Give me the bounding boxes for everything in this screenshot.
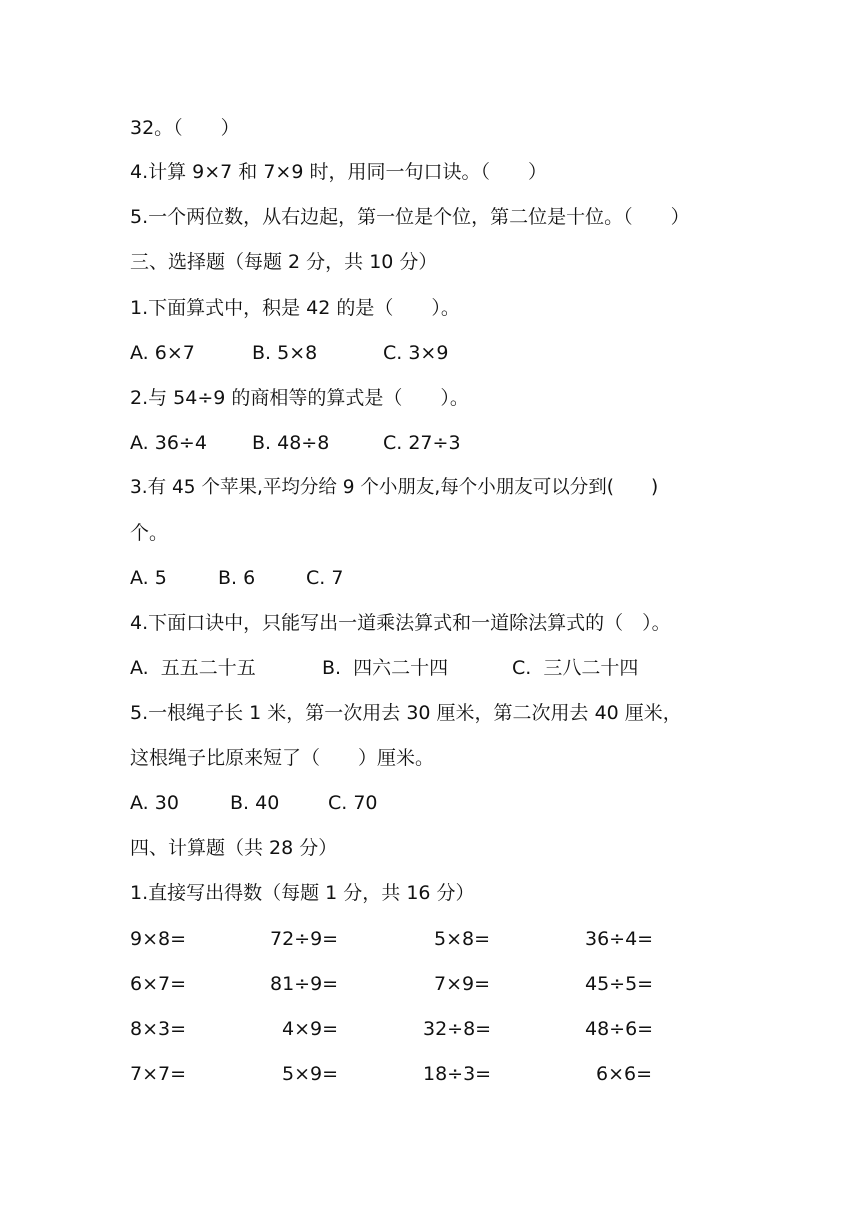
q4-option-b: B. 四六二十四 xyxy=(322,657,449,679)
q3-option-b: B. 6 xyxy=(218,567,256,589)
section-heading-choice: 三、选择题（每题 2 分，共 10 分） xyxy=(130,251,438,273)
q4-option-c: C. 三八二十四 xyxy=(512,657,639,679)
calc-cell: 81÷9= xyxy=(270,973,339,995)
judgment-question-5: 5.一个两位数，从右边起，第一位是个位，第二位是十位。（ ） xyxy=(130,206,690,228)
choice-question-4: 4.下面口诀中，只能写出一道乘法算式和一道除法算式的（ ）。 xyxy=(130,612,671,634)
choice-question-5: 5.一根绳子长 1 米，第一次用去 30 厘米，第二次用去 40 厘米， xyxy=(130,702,682,724)
q1-option-b: B. 5×8 xyxy=(252,342,318,364)
q2-option-a: A. 36÷4 xyxy=(130,432,207,454)
choice-question-3-cont: 个。 xyxy=(130,522,169,544)
calc-cell: 8×3= xyxy=(130,1018,187,1040)
calc-cell: 45÷5= xyxy=(585,973,654,995)
choice-question-2: 2.与 54÷9 的商相等的算式是（ ）。 xyxy=(130,387,469,409)
q5-option-a: A. 30 xyxy=(130,792,179,814)
q2-option-b: B. 48÷8 xyxy=(252,432,330,454)
text-line-32: 32。（ ） xyxy=(130,117,240,139)
q3-option-a: A. 5 xyxy=(130,567,167,589)
q2-option-c: C. 27÷3 xyxy=(383,432,461,454)
calc-cell: 48÷6= xyxy=(585,1018,654,1040)
calc-cell: 7×7= xyxy=(130,1063,187,1085)
calc-cell: 36÷4= xyxy=(585,928,654,950)
q1-option-a: A. 6×7 xyxy=(130,342,195,364)
calc-cell: 32÷8= xyxy=(423,1018,492,1040)
q5-option-c: C. 70 xyxy=(328,792,378,814)
calc-cell: 9×8= xyxy=(130,928,187,950)
choice-question-3: 3.有 45 个苹果,平均分给 9 个小朋友,每个小朋友可以分到( ) xyxy=(130,477,659,498)
calc-cell: 6×6= xyxy=(596,1063,653,1085)
calc-cell: 4×9= xyxy=(282,1018,339,1040)
choice-question-1: 1.下面算式中，积是 42 的是（ ）。 xyxy=(130,297,460,319)
calc-cell: 72÷9= xyxy=(270,928,339,950)
calc-cell: 5×9= xyxy=(282,1063,339,1085)
calc-cell: 18÷3= xyxy=(423,1063,492,1085)
choice-question-5-cont: 这根绳子比原来短了（ ）厘米。 xyxy=(130,747,435,769)
calc-cell: 6×7= xyxy=(130,973,187,995)
q4-option-a: A. 五五二十五 xyxy=(130,657,256,679)
q1-option-c: C. 3×9 xyxy=(383,342,449,364)
q5-option-b: B. 40 xyxy=(230,792,280,814)
section-heading-calc: 四、计算题（共 28 分） xyxy=(130,837,338,859)
calc-cell: 7×9= xyxy=(434,973,491,995)
calc-subheading: 1.直接写出得数（每题 1 分，共 16 分） xyxy=(130,882,475,904)
q3-option-c: C. 7 xyxy=(306,567,344,589)
judgment-question-4: 4.计算 9×7 和 7×9 时，用同一句口诀。（ ） xyxy=(130,161,547,183)
calc-cell: 5×8= xyxy=(434,928,491,950)
